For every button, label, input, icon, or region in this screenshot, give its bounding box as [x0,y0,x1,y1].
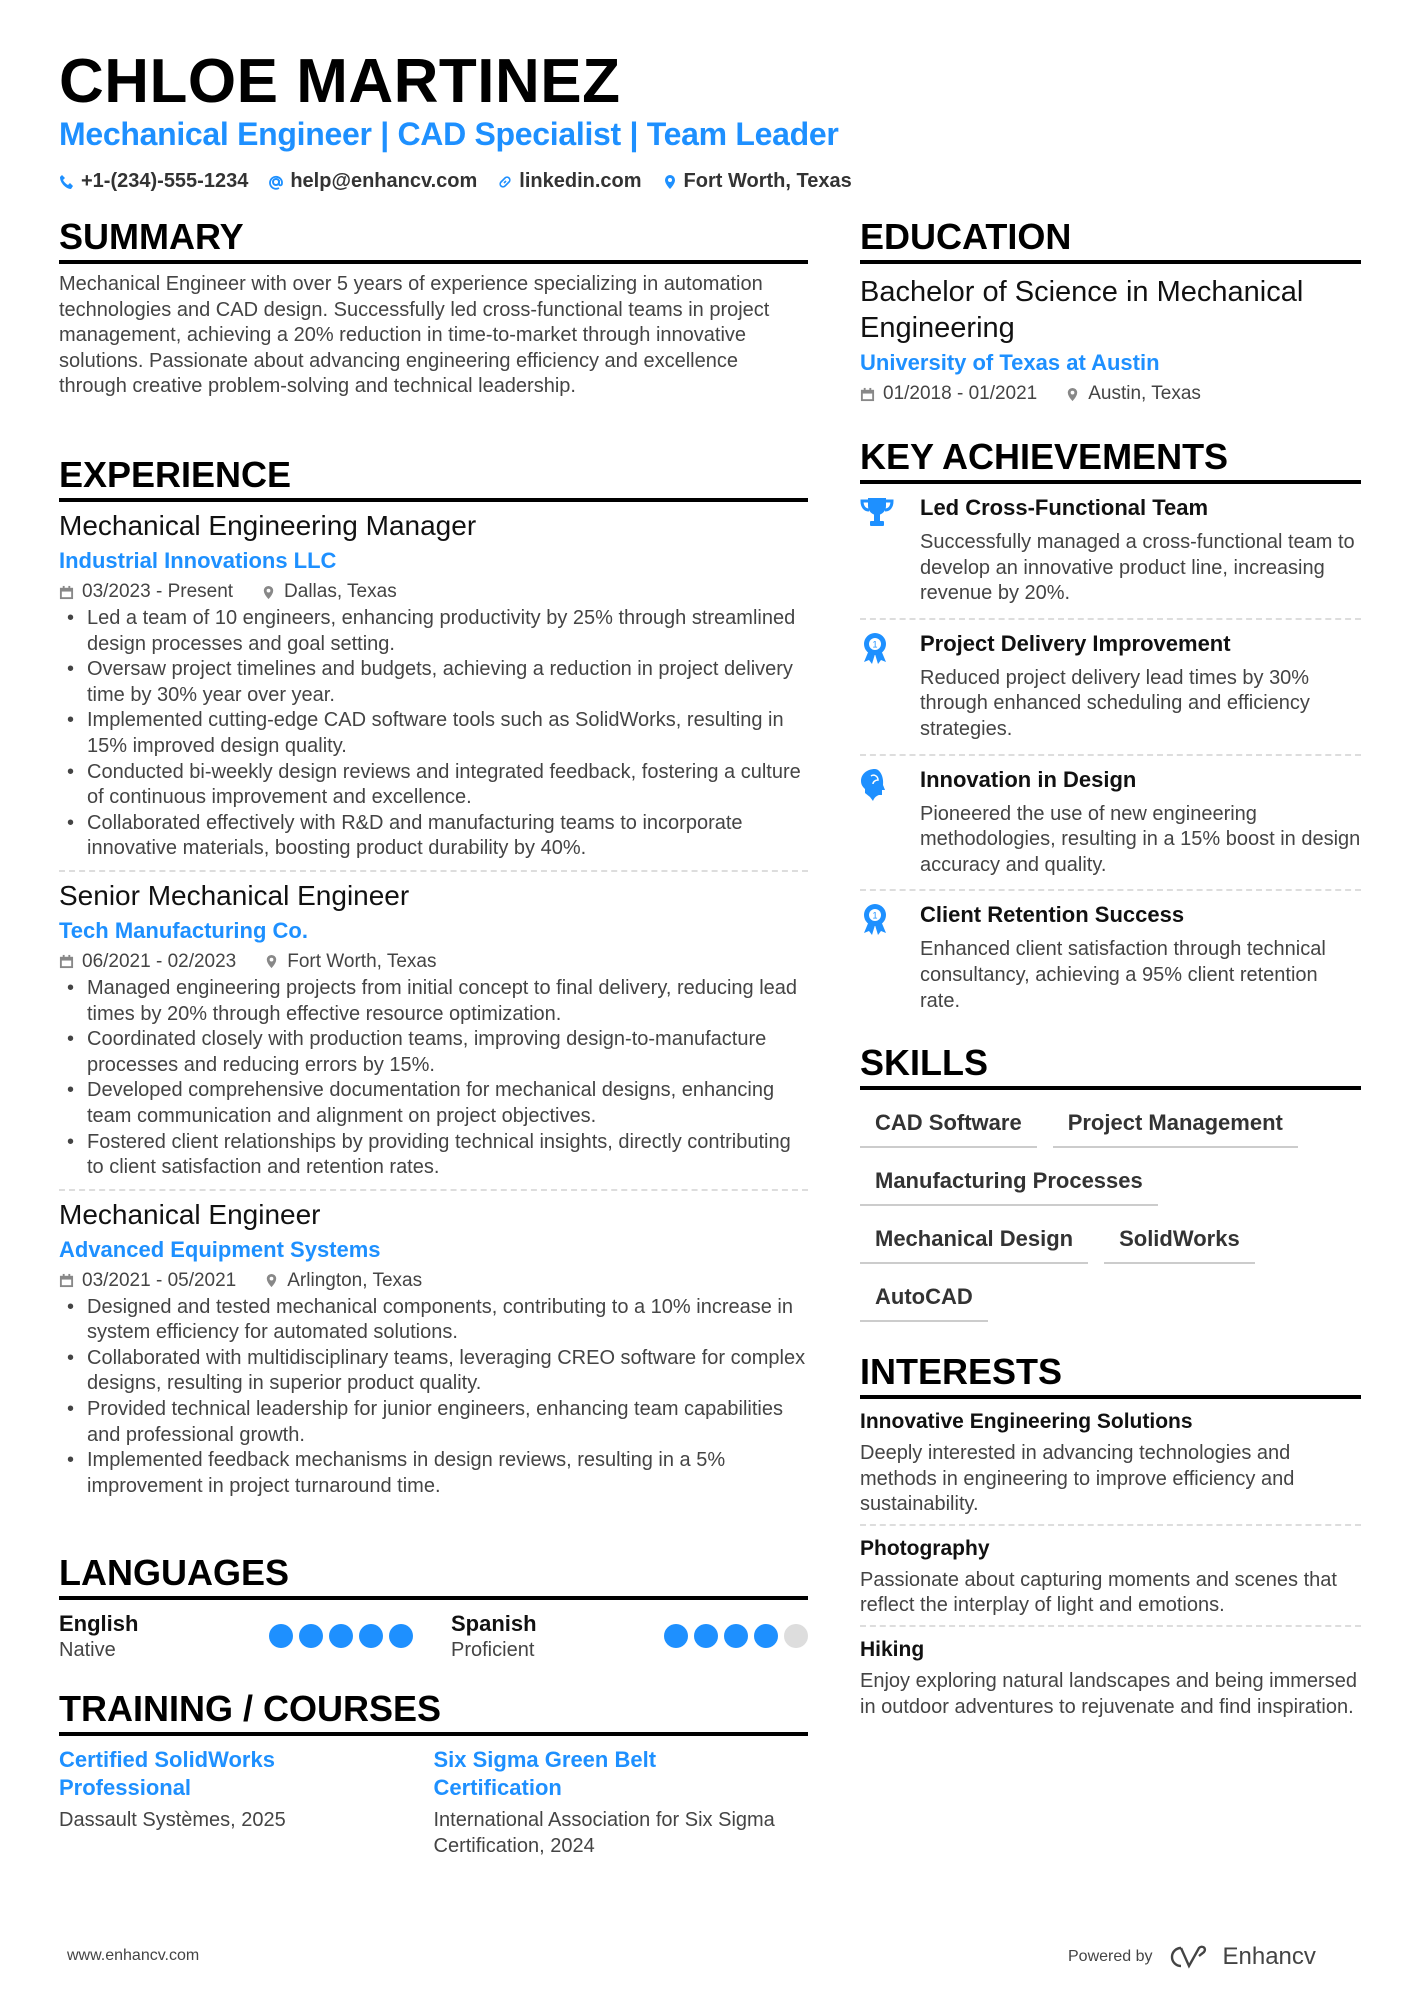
job-meta: 03/2021 - 05/2021 Arlington, Texas [59,1267,808,1295]
award-icon [860,630,896,743]
achievement-title: Project Delivery Improvement [920,630,1231,656]
head-icon [860,766,896,879]
phone-icon [59,174,75,190]
job-bullet: • Implemented feedback mechanisms in design reviews, resulting in a 5% improvement in project turnaround time. [59,1448,808,1499]
rating-dot [329,1624,353,1648]
rating-dot [269,1624,293,1648]
calendar-icon [860,387,875,402]
calendar-icon [59,585,74,600]
contact-bar [59,170,852,193]
section-heading: TRAINING / COURSES [59,1688,808,1736]
award-icon [860,901,896,1014]
rating-dot [694,1624,718,1648]
job-bullet: • Provided technical leadership for junior engineers, enhancing team capabilities and professional growth. [59,1397,808,1448]
candidate-title: Mechanical Engineer | CAD Specialist | Team Leader [59,116,839,152]
achievements-section [860,436,1361,1025]
trophy-icon [860,494,896,607]
interest-title: Photography [860,1536,990,1560]
language-name: Spanish [451,1611,537,1636]
language-item [59,1610,451,1664]
education-meta: 01/2018 - 01/2021 Austin, Texas [860,380,1361,408]
skill-tag: Mechanical Design [860,1220,1088,1264]
course-title: Six Sigma Green Belt Certification [433,1747,657,1800]
achievement-text: Reduced project delivery lead times by 30% through enhanced scheduling and efficiency strategies. [920,666,1310,740]
job-meta: 06/2021 - 02/2023 Fort Worth, Texas [59,948,808,976]
achievement-item [860,891,1361,1025]
job-bullet: • Led a team of 10 engineers, enhancing productivity by 25% through streamlined design processes and goal setting. [59,606,808,657]
degree: Bachelor of Science in Mechanical Engineering [860,276,1304,344]
job-bullet: • Collaborated with multidisciplinary teams, leveraging CREO software for complex designs, resulting in superior product quality. [59,1346,808,1397]
rating-dot [784,1624,808,1648]
calendar-icon [59,954,74,969]
summary-text: Mechanical Engineer with over 5 years of experience specializing in automation technologies and CAD design. Successfully led cross-functional teams in project management, achieving a 20% reduction in time-to-market through innovative solutions. Passionate about advancing engineering efficiency and excellence through creative problem-solving and technical leadership. [59,273,770,398]
achievement-title: Led Cross-Functional Team [920,495,1209,520]
job-entry [59,502,808,872]
course-detail: International Association for Six Sigma Certification, 2024 [433,1809,775,1857]
job-bullet: • Designed and tested mechanical components, contributing to a 10% increase in system efficiency for automated solutions. [59,1295,808,1346]
interest-item [860,1399,1361,1526]
contact-email[interactable]: help@enhancv.com [268,170,477,193]
rating-dot [299,1624,323,1648]
candidate-name: CHLOE MARTINEZ [59,47,621,116]
skill-tag: AutoCAD [860,1278,988,1322]
achievement-item [860,756,1361,892]
svg-text:1: 1 [872,639,878,650]
course-detail: Dassault Systèmes, 2025 [59,1809,286,1831]
skills-section [860,1042,1361,1322]
svg-text:1: 1 [872,910,878,921]
training-section [59,1688,808,1859]
section-heading: LANGUAGES [59,1552,808,1600]
job-meta: 03/2023 - Present Dallas, Texas [59,578,808,606]
job-bullet: • Collaborated effectively with R&D and manufacturing teams to incorporate innovative materials, boosting product durability by 40%. [59,811,808,862]
interest-text: Passionate about capturing moments and scenes that reflect the interplay of light and emotions. [860,1568,1337,1617]
interest-text: Enjoy exploring natural landscapes and being immersed in outdoor adventures to rejuvenate and find inspiration. [860,1669,1357,1718]
location-pin-icon [1065,387,1080,402]
job-bullet: • Oversaw project timelines and budgets, achieving a reduction in project delivery time by 30% year over year. [59,657,808,708]
section-heading: INTERESTS [860,1351,1361,1399]
course-item [434,1746,809,1859]
interests-section [860,1351,1361,1726]
interest-title: Hiking [860,1637,925,1661]
contact-phone[interactable]: +1-(234)-555-1234 [59,170,248,193]
job-title: Mechanical Engineer [59,1198,321,1230]
contact-linkedin[interactable]: linkedin.com [497,170,641,193]
section-heading: EDUCATION [860,216,1361,264]
section-heading: SUMMARY [59,216,808,264]
achievement-title: Client Retention Success [920,902,1185,928]
job-bullet: • Fostered client relationships by providing technical insights, directly contributing to client satisfaction and retention rates. [59,1130,808,1181]
skill-tag: SolidWorks [1104,1220,1255,1264]
language-item [451,1610,808,1664]
location-pin-icon [264,954,279,969]
company-name: Industrial Innovations LLC [59,548,337,573]
achievement-item [860,484,1361,620]
interest-text: Deeply interested in advancing technologies and methods in engineering to improve efficiency and sustainability. [860,1442,1295,1516]
job-title: Senior Mechanical Engineer [59,879,410,911]
job-bullet: • Conducted bi-weekly design reviews and integrated feedback, fostering a culture of continuous improvement and excellence. [59,760,808,811]
enhancv-logo-icon [1165,1944,1211,1970]
section-heading: SKILLS [860,1042,1361,1090]
language-level: Native [59,1639,116,1661]
job-bullet: • Managed engineering projects from initial concept to final delivery, reducing lead times by 20% through effective resource optimization. [59,976,808,1027]
company-name: Advanced Equipment Systems [59,1236,381,1262]
education-section [860,216,1361,408]
company-name: Tech Manufacturing Co. [59,917,308,943]
language-name: English [59,1611,139,1636]
contact-location: Fort Worth, Texas [662,170,852,193]
summary-section [59,216,808,400]
job-bullet: • Implemented cutting-edge CAD software tools such as SolidWorks, resulting in 15% improved design quality. [59,708,808,759]
languages-section [59,1552,808,1664]
rating-dot [724,1624,748,1648]
experience-section [59,454,808,1507]
location-pin-icon [264,1273,279,1288]
job-bullet: • Coordinated closely with production teams, improving design-to-manufacture processes and reducing errors by 15%. [59,1027,808,1078]
language-rating [269,1624,413,1664]
achievement-text: Successfully managed a cross-functional team to develop an innovative product line, increasing revenue by 20%. [920,531,1355,605]
course-title: Certified SolidWorks Professional [59,1747,275,1800]
school: University of Texas at Austin [860,350,1160,375]
job-bullet: • Developed comprehensive documentation for mechanical designs, enhancing team communication and alignment on project objectives. [59,1078,808,1129]
language-level: Proficient [451,1639,535,1661]
interest-item [860,1526,1361,1627]
job-title: Mechanical Engineering Manager [59,510,477,541]
rating-dot [359,1624,383,1648]
link-icon [497,174,513,190]
skill-tag: CAD Software [860,1104,1037,1148]
achievement-title: Innovation in Design [920,766,1137,792]
skill-tag: Manufacturing Processes [860,1162,1158,1206]
at-icon [268,174,284,190]
language-rating [664,1624,808,1664]
job-entry [59,872,808,1191]
rating-dot [754,1624,778,1648]
footer-branding: Powered by Enhancv [1068,1943,1316,1970]
achievement-text: Enhanced client satisfaction through technical consultancy, achieving a 95% client retention rate. [920,938,1326,1012]
footer-website[interactable]: www.enhancv.com [67,1947,200,1964]
interest-item [860,1627,1361,1726]
location-pin-icon [662,174,678,190]
achievement-text: Pioneered the use of new engineering methodologies, resulting in a 15% boost in design accuracy and quality. [920,802,1361,876]
achievement-item [860,620,1361,756]
location-pin-icon [261,585,276,600]
interest-title: Innovative Engineering Solutions [860,1410,1193,1433]
section-heading: KEY ACHIEVEMENTS [860,436,1361,484]
rating-dot [664,1624,688,1648]
section-heading: EXPERIENCE [59,454,808,502]
rating-dot [389,1624,413,1648]
calendar-icon [59,1273,74,1288]
course-item [59,1746,434,1859]
job-entry [59,1191,808,1508]
skill-tag: Project Management [1053,1104,1298,1148]
